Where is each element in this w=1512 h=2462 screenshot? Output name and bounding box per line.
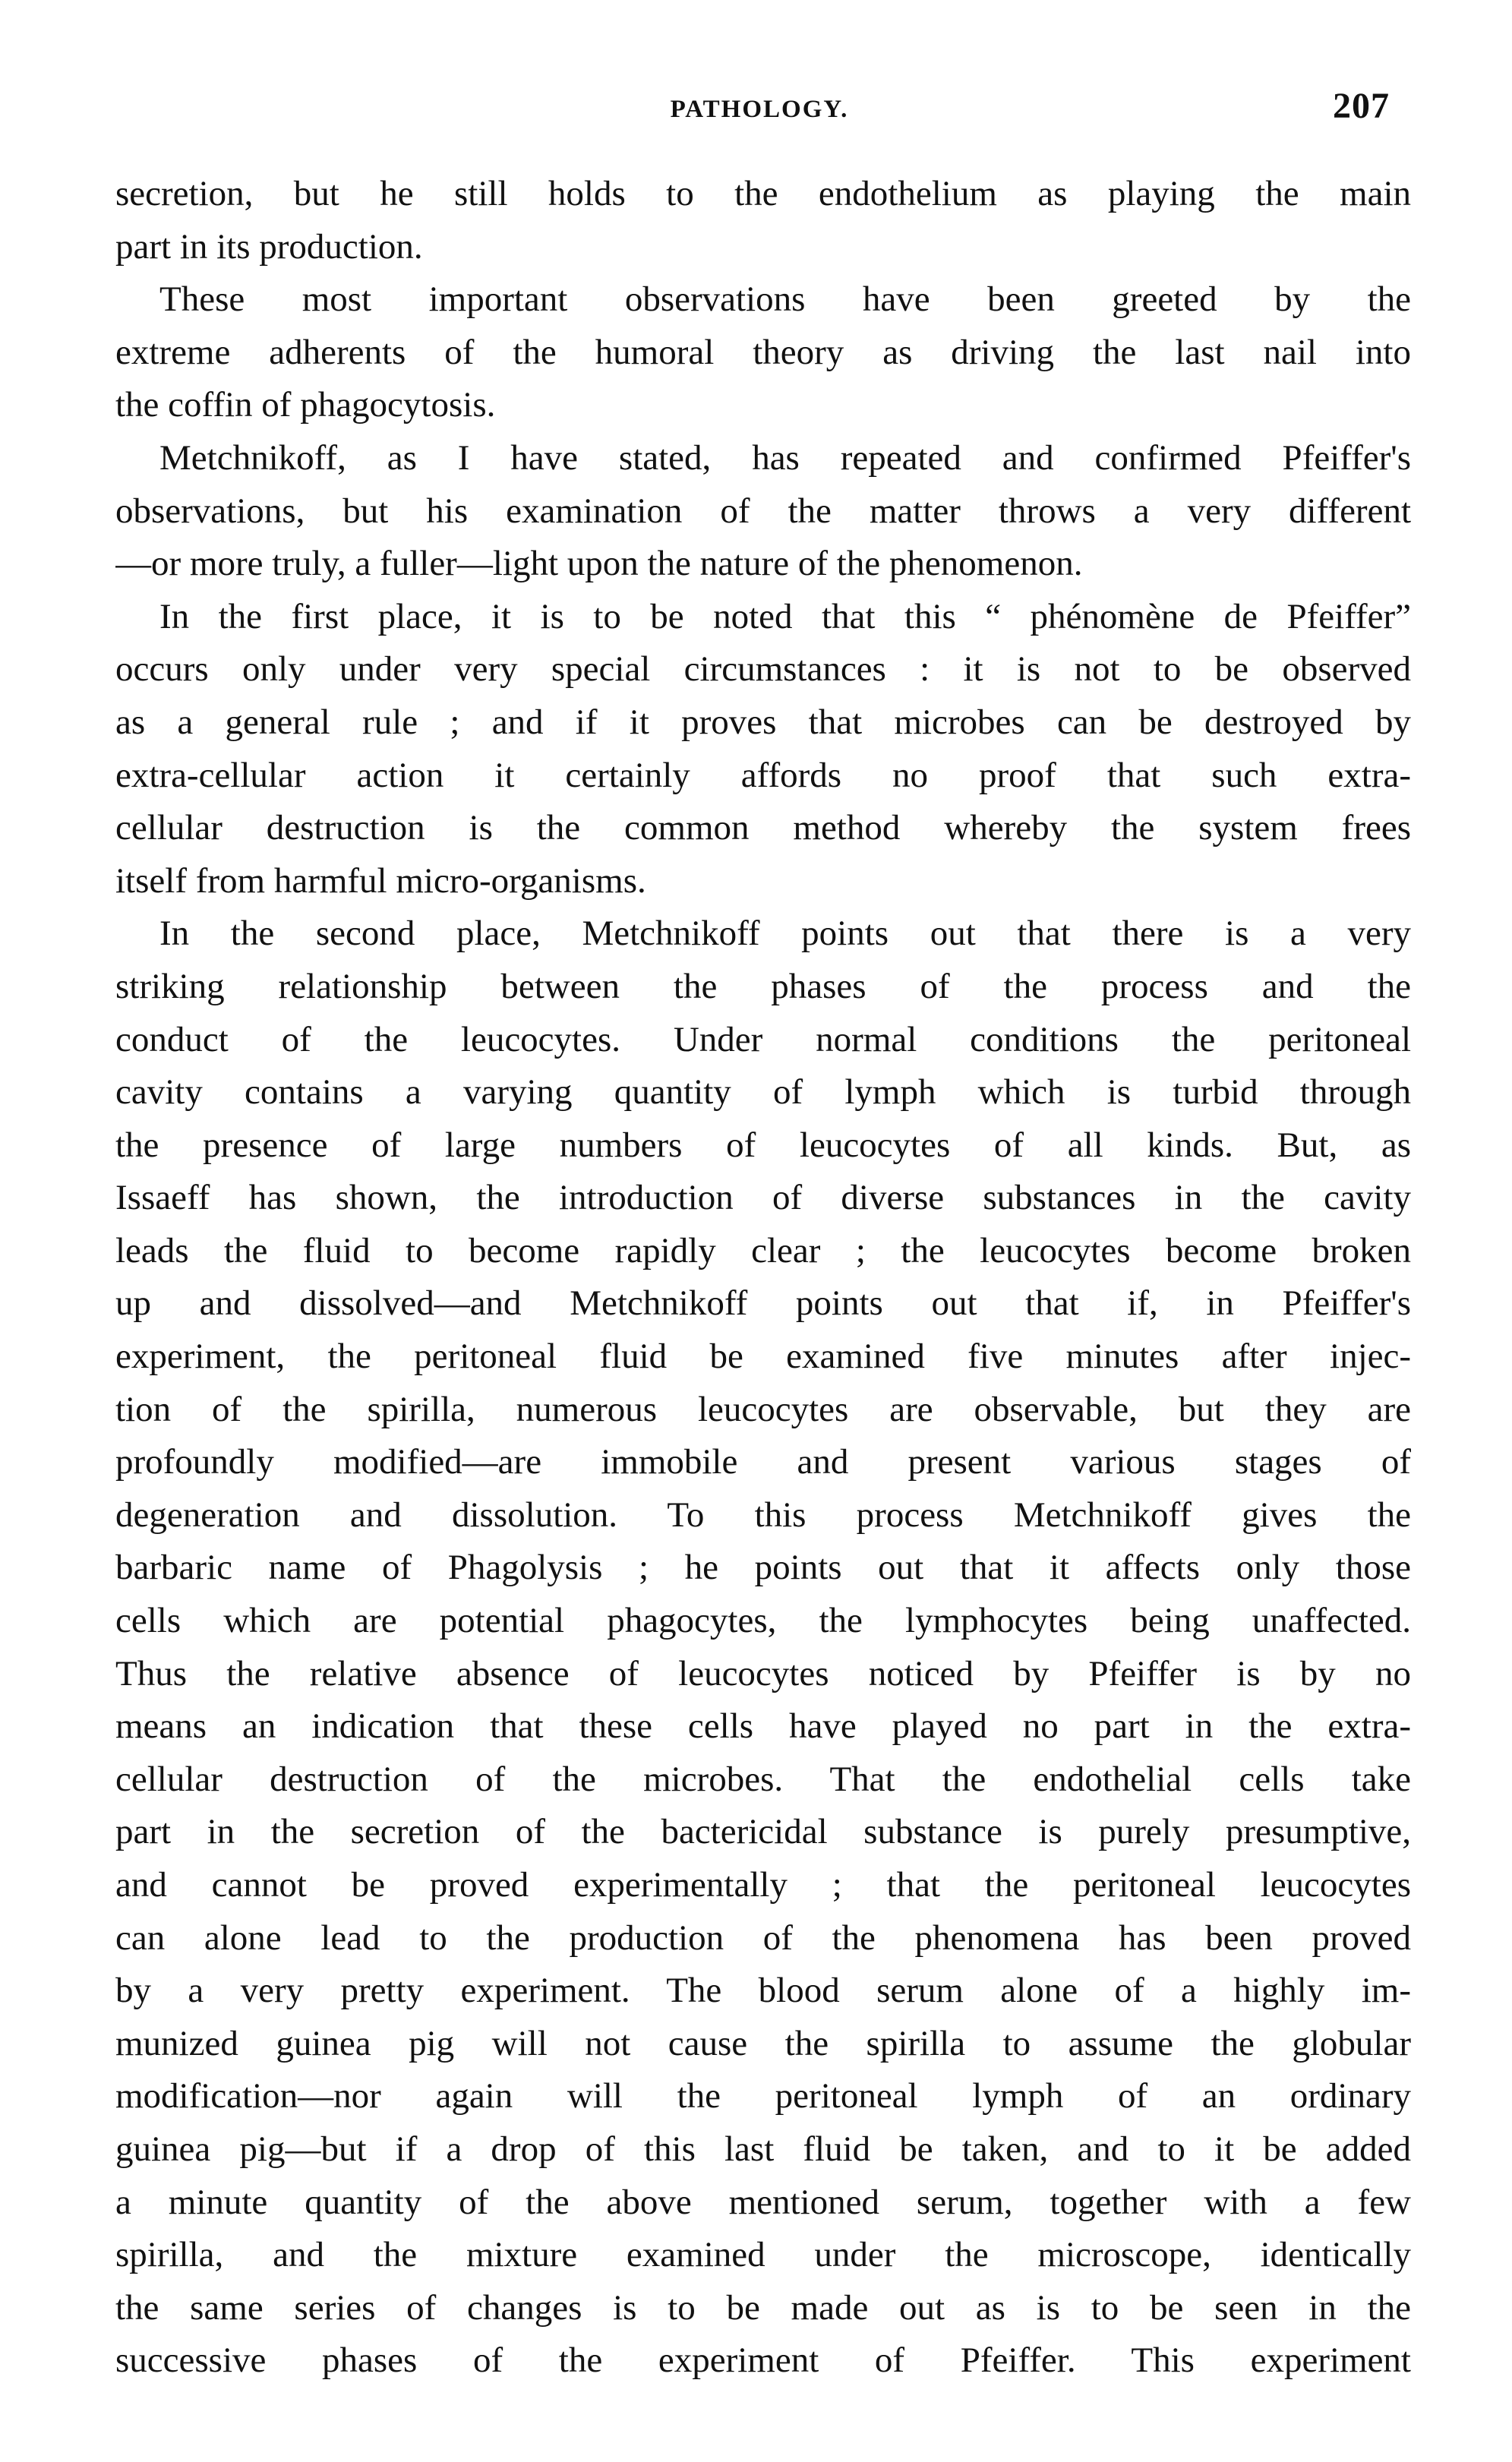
text-line: experiment, the peritoneal fluid be examined five minutes after injec- xyxy=(115,1337,1411,1377)
text-line: —or more truly, a fuller—light upon the nature of the phenomenon. xyxy=(115,544,1083,584)
text-line: itself from harmful micro-organisms. xyxy=(115,860,646,901)
text-line: munized guinea pig will not cause the spirilla to assume the globular xyxy=(115,2023,1411,2063)
running-title: PATHOLOGY. xyxy=(670,96,849,123)
text-line: can alone lead to the production of the phenomena has been proved xyxy=(115,1918,1411,1958)
text-line: occurs only under very special circumstances : it is not to be observed xyxy=(115,649,1411,690)
body-text xyxy=(115,168,1411,2388)
text-line: means an indication that these cells have played no part in the extra- xyxy=(115,1706,1411,1747)
text-line: spirilla, and the mixture examined under the microscope, identically xyxy=(115,2235,1411,2275)
text-line: tion of the spirilla, numerous leucocytes are observable, but they are xyxy=(115,1389,1411,1429)
text-line: leads the fluid to become rapidly clear ; the leucocytes become broken xyxy=(115,1230,1411,1270)
text-line: modification—nor again will the peritoneal lymph of an ordinary xyxy=(115,2076,1411,2116)
text-line: part in its production. xyxy=(115,226,423,267)
text-line: the same series of changes is to be made out as is to be seen in the xyxy=(115,2287,1411,2328)
text-line: the coffin of phagocytosis. xyxy=(115,385,496,425)
text-line: the presence of large numbers of leucocytes of all kinds. But, as xyxy=(115,1125,1411,1165)
text-line: successive phases of the experiment of Pfeiffer. This experiment xyxy=(115,2340,1411,2381)
text-line: In the first place, it is to be noted that this “ phénomène de Pfeiffer” xyxy=(159,596,1411,636)
text-line: cells which are potential phagocytes, the lymphocytes being unaffected. xyxy=(115,1601,1411,1641)
text-line: guinea pig—but if a drop of this last fluid be taken, and to it be added xyxy=(115,2129,1411,2169)
text-line: cellular destruction of the microbes. That the endothelial cells take xyxy=(115,1759,1411,1799)
text-line: degeneration and dissolution. To this process Metchnikoff gives the xyxy=(115,1495,1411,1535)
running-head xyxy=(114,82,1405,143)
text-line: secretion, but he still holds to the endothelium as playing the main xyxy=(115,174,1411,213)
text-line: and cannot be proved experimentally ; that the peritoneal leucocytes xyxy=(115,1865,1411,1905)
page-number: 207 xyxy=(1333,86,1390,126)
text-line: a minute quantity of the above mentioned serum, together with a few xyxy=(115,2182,1411,2222)
text-line: cavity contains a varying quantity of lymph which is turbid through xyxy=(115,1072,1411,1113)
text-line: as a general rule ; and if it proves that microbes can be destroyed by xyxy=(115,702,1411,742)
text-line: conduct of the leucocytes. Under normal conditions the peritoneal xyxy=(115,1019,1411,1059)
text-line: observations, but his examination of the matter throws a very different xyxy=(115,491,1411,531)
text-line: Thus the relative absence of leucocytes noticed by Pfeiffer is by no xyxy=(115,1653,1411,1693)
text-line: profoundly modified—are immobile and present various stages of xyxy=(115,1442,1411,1482)
text-line: striking relationship between the phases of the process and the xyxy=(115,966,1411,1006)
text-line: extra-cellular action it certainly affords no proof that such extra- xyxy=(115,755,1411,795)
text-line: extreme adherents of the humoral theory as driving the last nail into xyxy=(115,332,1411,372)
text-line: barbaric name of Phagolysis ; he points out that it affects only those xyxy=(115,1548,1411,1588)
text-line: Issaeff has shown, the introduction of diverse substances in the cavity xyxy=(115,1178,1411,1218)
text-line: cellular destruction is the common method whereby the system frees xyxy=(115,808,1411,848)
text-line: part in the secretion of the bactericidal substance is purely presumptive, xyxy=(115,1812,1411,1852)
text-line: These most important observations have been greeted by the xyxy=(159,279,1411,320)
text-line: by a very pretty experiment. The blood serum alone of a highly im- xyxy=(115,1971,1411,2011)
text-line: Metchnikoff, as I have stated, has repeated and confirmed Pfeiffer's xyxy=(159,437,1411,478)
text-line: up and dissolved—and Metchnikoff points out that if, in Pfeiffer's xyxy=(115,1283,1411,1324)
text-line: In the second place, Metchnikoff points out that there is a very xyxy=(159,914,1411,954)
